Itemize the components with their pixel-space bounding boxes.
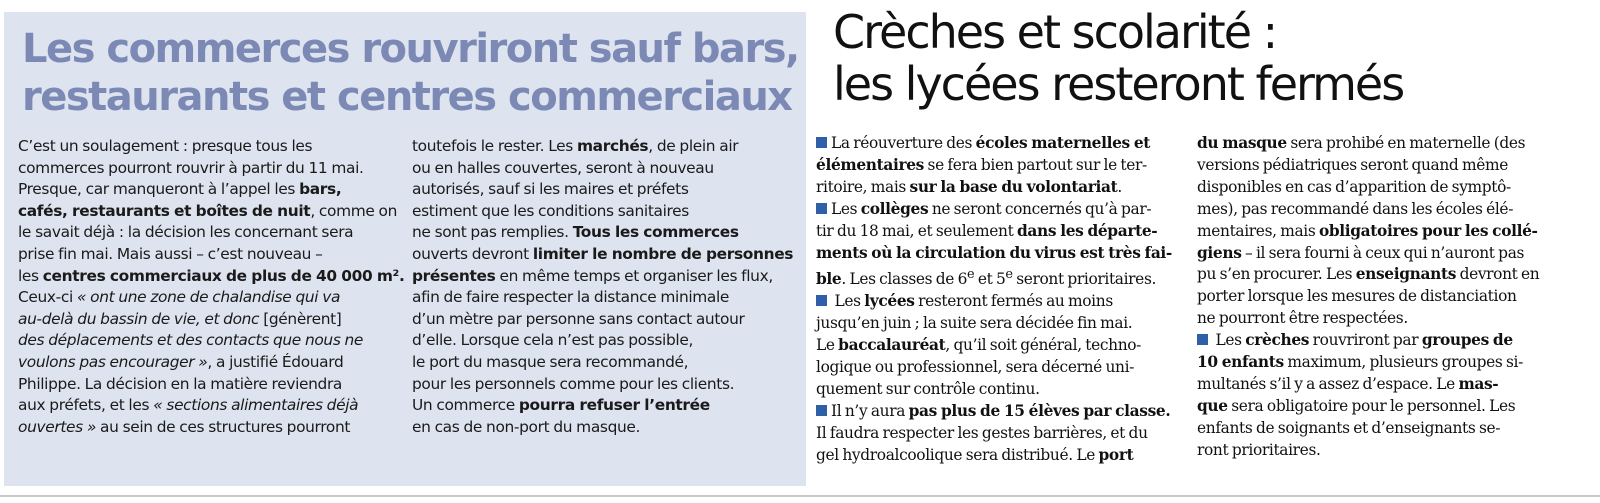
text-run: en même temps et organiser les flux, — [495, 266, 773, 285]
text-line — [1197, 374, 1593, 396]
text-line — [816, 243, 1188, 265]
text-run: d’un mètre par personne sans contact autour — [412, 309, 745, 328]
text-line — [1197, 199, 1593, 221]
text-run: , de plein air — [648, 137, 739, 155]
bold-text: crèches — [1245, 331, 1310, 350]
text-line — [1197, 155, 1593, 177]
text-line — [412, 374, 802, 396]
text-run: multanés s’il y a assez d’espace. Le — [1197, 374, 1459, 393]
text-line — [1197, 418, 1593, 440]
text-run: La réouverture des — [831, 134, 976, 152]
text-run: mentaires, mais — [1197, 221, 1319, 240]
bold-text: mas- — [1458, 374, 1499, 393]
bold-text: que — [1197, 396, 1228, 415]
text-run: logique ou professionnel, sera décerné uni- — [816, 358, 1134, 377]
superscript: e — [1005, 267, 1013, 283]
text-line — [18, 201, 396, 223]
text-line — [1197, 264, 1593, 286]
text-line — [18, 266, 405, 288]
text-line — [412, 136, 802, 158]
text-run: C’est un soulagement : presque tous les — [18, 137, 313, 155]
schools-body-column-2 — [1197, 133, 1593, 462]
bold-text: élémentaires — [816, 155, 924, 174]
text-run: resteront fermés au moins — [914, 292, 1113, 311]
text-line — [412, 201, 802, 223]
text-run: les — [18, 266, 43, 285]
text-run: le port du masque sera recommandé, — [412, 352, 689, 371]
bold-text: dans les départe- — [1017, 221, 1158, 240]
schools-headline — [833, 6, 1403, 110]
text-run: Ceux-ci — [18, 288, 77, 307]
text-run: rouvriront par — [1309, 331, 1422, 350]
text-run: ront prioritaires. — [1197, 440, 1321, 459]
text-line — [1197, 330, 1593, 352]
headline-line: restaurants et centres commerciaux — [22, 74, 792, 120]
page-bottom-rule — [0, 495, 1600, 497]
text-run: ne sont pas remplies. — [412, 223, 573, 242]
text-line — [18, 158, 396, 180]
text-line — [18, 287, 396, 309]
schools-body-column-1 — [816, 133, 1188, 467]
text-run: Le — [816, 336, 839, 355]
text-run: ritoire, mais — [816, 177, 910, 196]
text-run: Les — [831, 199, 861, 218]
bold-text: marchés — [576, 137, 649, 155]
text-line — [816, 177, 1188, 199]
bullet-square-icon — [1197, 334, 1208, 345]
text-run: ou en halles couvertes, seront à nouveau — [412, 158, 714, 177]
text-line — [816, 313, 1188, 335]
text-run: . — [1117, 177, 1122, 196]
text-run: , qu’il soit général, techno- — [945, 336, 1142, 355]
bold-text: groupes de — [1421, 331, 1513, 350]
text-run: mes), pas recommandé dans les écoles élé- — [1197, 199, 1514, 218]
text-run: enfants de soignants et d’enseignants se- — [1197, 418, 1501, 437]
bold-text: enseignants — [1355, 265, 1457, 284]
text-run: afin de faire respecter la distance minimale — [412, 288, 730, 307]
text-run: . Les classes de 6 — [841, 270, 968, 289]
superscript: e — [967, 267, 975, 283]
text-line — [816, 291, 1188, 313]
text-line — [1197, 396, 1593, 418]
text-run: Il n’y aura — [831, 402, 909, 420]
text-run: se fera bien partout sur le ter- — [924, 155, 1147, 174]
text-line — [412, 179, 802, 201]
italic-text: au-delà du bassin de vie, et donc — [18, 309, 264, 328]
text-line — [816, 133, 1188, 155]
headline-line: Crèches et scolarité : — [833, 5, 1277, 59]
text-run: gel hydroalcoolique sera distribué. Le — [816, 445, 1099, 464]
text-line — [412, 266, 802, 288]
text-line — [18, 374, 396, 396]
text-run: sera obligatoire pour le personnel. Les — [1227, 396, 1516, 415]
text-run: d’elle. Lorsque cela n’est pas possible, — [412, 331, 693, 350]
bullet-square-icon — [816, 405, 827, 416]
bold-text: ble — [816, 270, 842, 289]
text-line — [1197, 286, 1593, 308]
text-line — [816, 357, 1188, 379]
text-line — [816, 199, 1188, 221]
text-run: ouverts devront — [412, 244, 533, 263]
italic-text: « ont une zone de chalandise qui va — [76, 288, 341, 307]
text-line — [18, 352, 396, 374]
text-run: – il sera fourni à ceux qui n’auront pas — [1241, 243, 1525, 262]
text-line — [816, 155, 1188, 177]
text-run: tir du 18 mai, et seulement — [816, 221, 1017, 240]
text-line — [18, 395, 396, 417]
text-line — [18, 244, 396, 266]
bold-text: écoles maternelles et — [975, 134, 1151, 152]
bold-text: Tous les commerces — [572, 223, 739, 242]
bold-text: sur la base du volontariat — [909, 177, 1118, 196]
commerces-headline — [22, 25, 802, 121]
text-run: , comme on — [310, 201, 397, 220]
text-run: sera prohibé en maternelle (des — [1286, 134, 1526, 152]
text-line — [816, 401, 1188, 423]
text-line — [1197, 177, 1593, 199]
text-run: seront prioritaires. — [1012, 270, 1157, 289]
text-run: Les — [1212, 331, 1246, 350]
text-line — [412, 395, 802, 417]
text-line — [816, 423, 1188, 445]
text-run: Les — [831, 292, 865, 311]
text-line — [816, 379, 1188, 401]
bold-text: giens — [1197, 243, 1242, 262]
text-line — [816, 445, 1188, 467]
bold-text: ments où la circulation du virus est très fai- — [816, 243, 1172, 262]
bold-text: cafés, restaurants et boîtes de nuit — [18, 201, 311, 220]
text-run: Presque, car manqueront à l’appel les — [18, 180, 300, 199]
text-line — [1197, 221, 1593, 243]
text-run: Philippe. La décision en la matière reviendra — [18, 374, 342, 393]
italic-text: « sections alimentaires déjà — [153, 396, 359, 415]
bold-text: bars, — [299, 180, 342, 199]
bold-text: 10 enfants — [1197, 353, 1284, 372]
text-line — [18, 417, 396, 439]
text-run: , a justifié Édouard — [207, 352, 344, 371]
text-run: Un commerce — [412, 396, 519, 415]
text-line — [412, 158, 802, 180]
bold-text: baccalauréat — [838, 336, 946, 355]
text-run: jusqu’en juin ; la suite sera décidée fin mai. — [816, 314, 1133, 333]
text-line — [1197, 308, 1593, 330]
text-line — [412, 244, 802, 266]
bold-text: du masque — [1197, 134, 1287, 152]
text-line — [412, 417, 802, 439]
text-line — [18, 330, 396, 352]
text-line — [412, 287, 802, 309]
text-run: versions pédiatriques seront quand même — [1197, 155, 1508, 174]
commerces-body-column-2 — [412, 136, 802, 438]
text-line — [1197, 133, 1593, 155]
bold-text: pourra refuser l’entrée — [518, 396, 710, 415]
text-line — [18, 309, 396, 331]
italic-text: voulons pas encourager » — [18, 352, 208, 371]
bold-text: présentes — [412, 266, 496, 285]
bullet-square-icon — [816, 137, 827, 148]
text-line — [18, 179, 396, 201]
text-line — [18, 222, 396, 244]
text-line — [816, 335, 1188, 357]
text-run: Il faudra respecter les gestes barrières, et du — [816, 423, 1148, 442]
text-run: pu s’en procurer. Les — [1197, 265, 1356, 284]
text-line — [412, 330, 802, 352]
text-run: autorisés, sauf si les maires et préfets — [412, 180, 689, 199]
text-run: maximum, plusieurs groupes si- — [1283, 353, 1523, 372]
text-run: porter lorsque les mesures de distanciation — [1197, 287, 1517, 306]
italic-text: ouvertes » — [18, 417, 96, 436]
text-run: pour les personnels comme pour les clients. — [412, 374, 735, 393]
italic-text: des déplacements et des contacts que nous ne — [18, 331, 364, 350]
bullet-square-icon — [816, 295, 827, 306]
commerces-article-panel — [4, 12, 806, 486]
headline-line: les lycées resteront fermés — [833, 57, 1404, 111]
bold-text: lycées — [864, 292, 915, 311]
text-run: estiment que les conditions sanitaires — [412, 201, 689, 220]
bold-text: obligatoires pour les collé- — [1318, 221, 1538, 240]
text-run: [génèrent] — [263, 309, 342, 328]
text-run: le savait déjà : la décision les concernant sera — [18, 223, 354, 242]
text-run: aux préfets, et les — [18, 396, 154, 415]
text-line — [412, 222, 802, 244]
text-line — [816, 221, 1188, 243]
commerces-body-column-1 — [18, 136, 405, 438]
bullet-square-icon — [816, 203, 827, 214]
bold-text: pas plus de 15 élèves par classe. — [908, 402, 1171, 420]
bold-text: limiter le nombre de personnes — [532, 244, 794, 263]
text-run: ne seront concernés qu’à par- — [928, 199, 1152, 218]
text-line — [412, 352, 802, 374]
text-run: au sein de ces structures pourront — [96, 417, 351, 436]
bold-text: port — [1098, 445, 1134, 464]
text-line — [1197, 440, 1593, 462]
text-run: en cas de non-port du masque. — [412, 417, 641, 436]
bold-text: centres commerciaux de plus de 40 000 m². — [42, 266, 405, 285]
text-run: ne pourront être respectées. — [1197, 309, 1408, 328]
text-line — [816, 264, 1188, 291]
text-line — [18, 136, 396, 158]
text-run: devront en — [1456, 265, 1540, 284]
text-run: toutefois le rester. Les — [412, 137, 577, 155]
text-run: et 5 — [974, 270, 1006, 289]
text-run: prise fin mai. Mais aussi – c’est nouveau – — [18, 244, 323, 263]
text-run: commerces pourront rouvrir à partir du 11 mai. — [18, 158, 364, 177]
headline-line: Les commerces rouvriront sauf bars, — [22, 26, 799, 72]
text-run: disponibles en cas d’apparition de symptô- — [1197, 177, 1511, 196]
text-line — [1197, 352, 1593, 374]
bold-text: collèges — [860, 199, 929, 218]
text-line — [1197, 243, 1593, 265]
text-run: quement sur contrôle continu. — [816, 380, 1040, 399]
text-line — [412, 309, 802, 331]
